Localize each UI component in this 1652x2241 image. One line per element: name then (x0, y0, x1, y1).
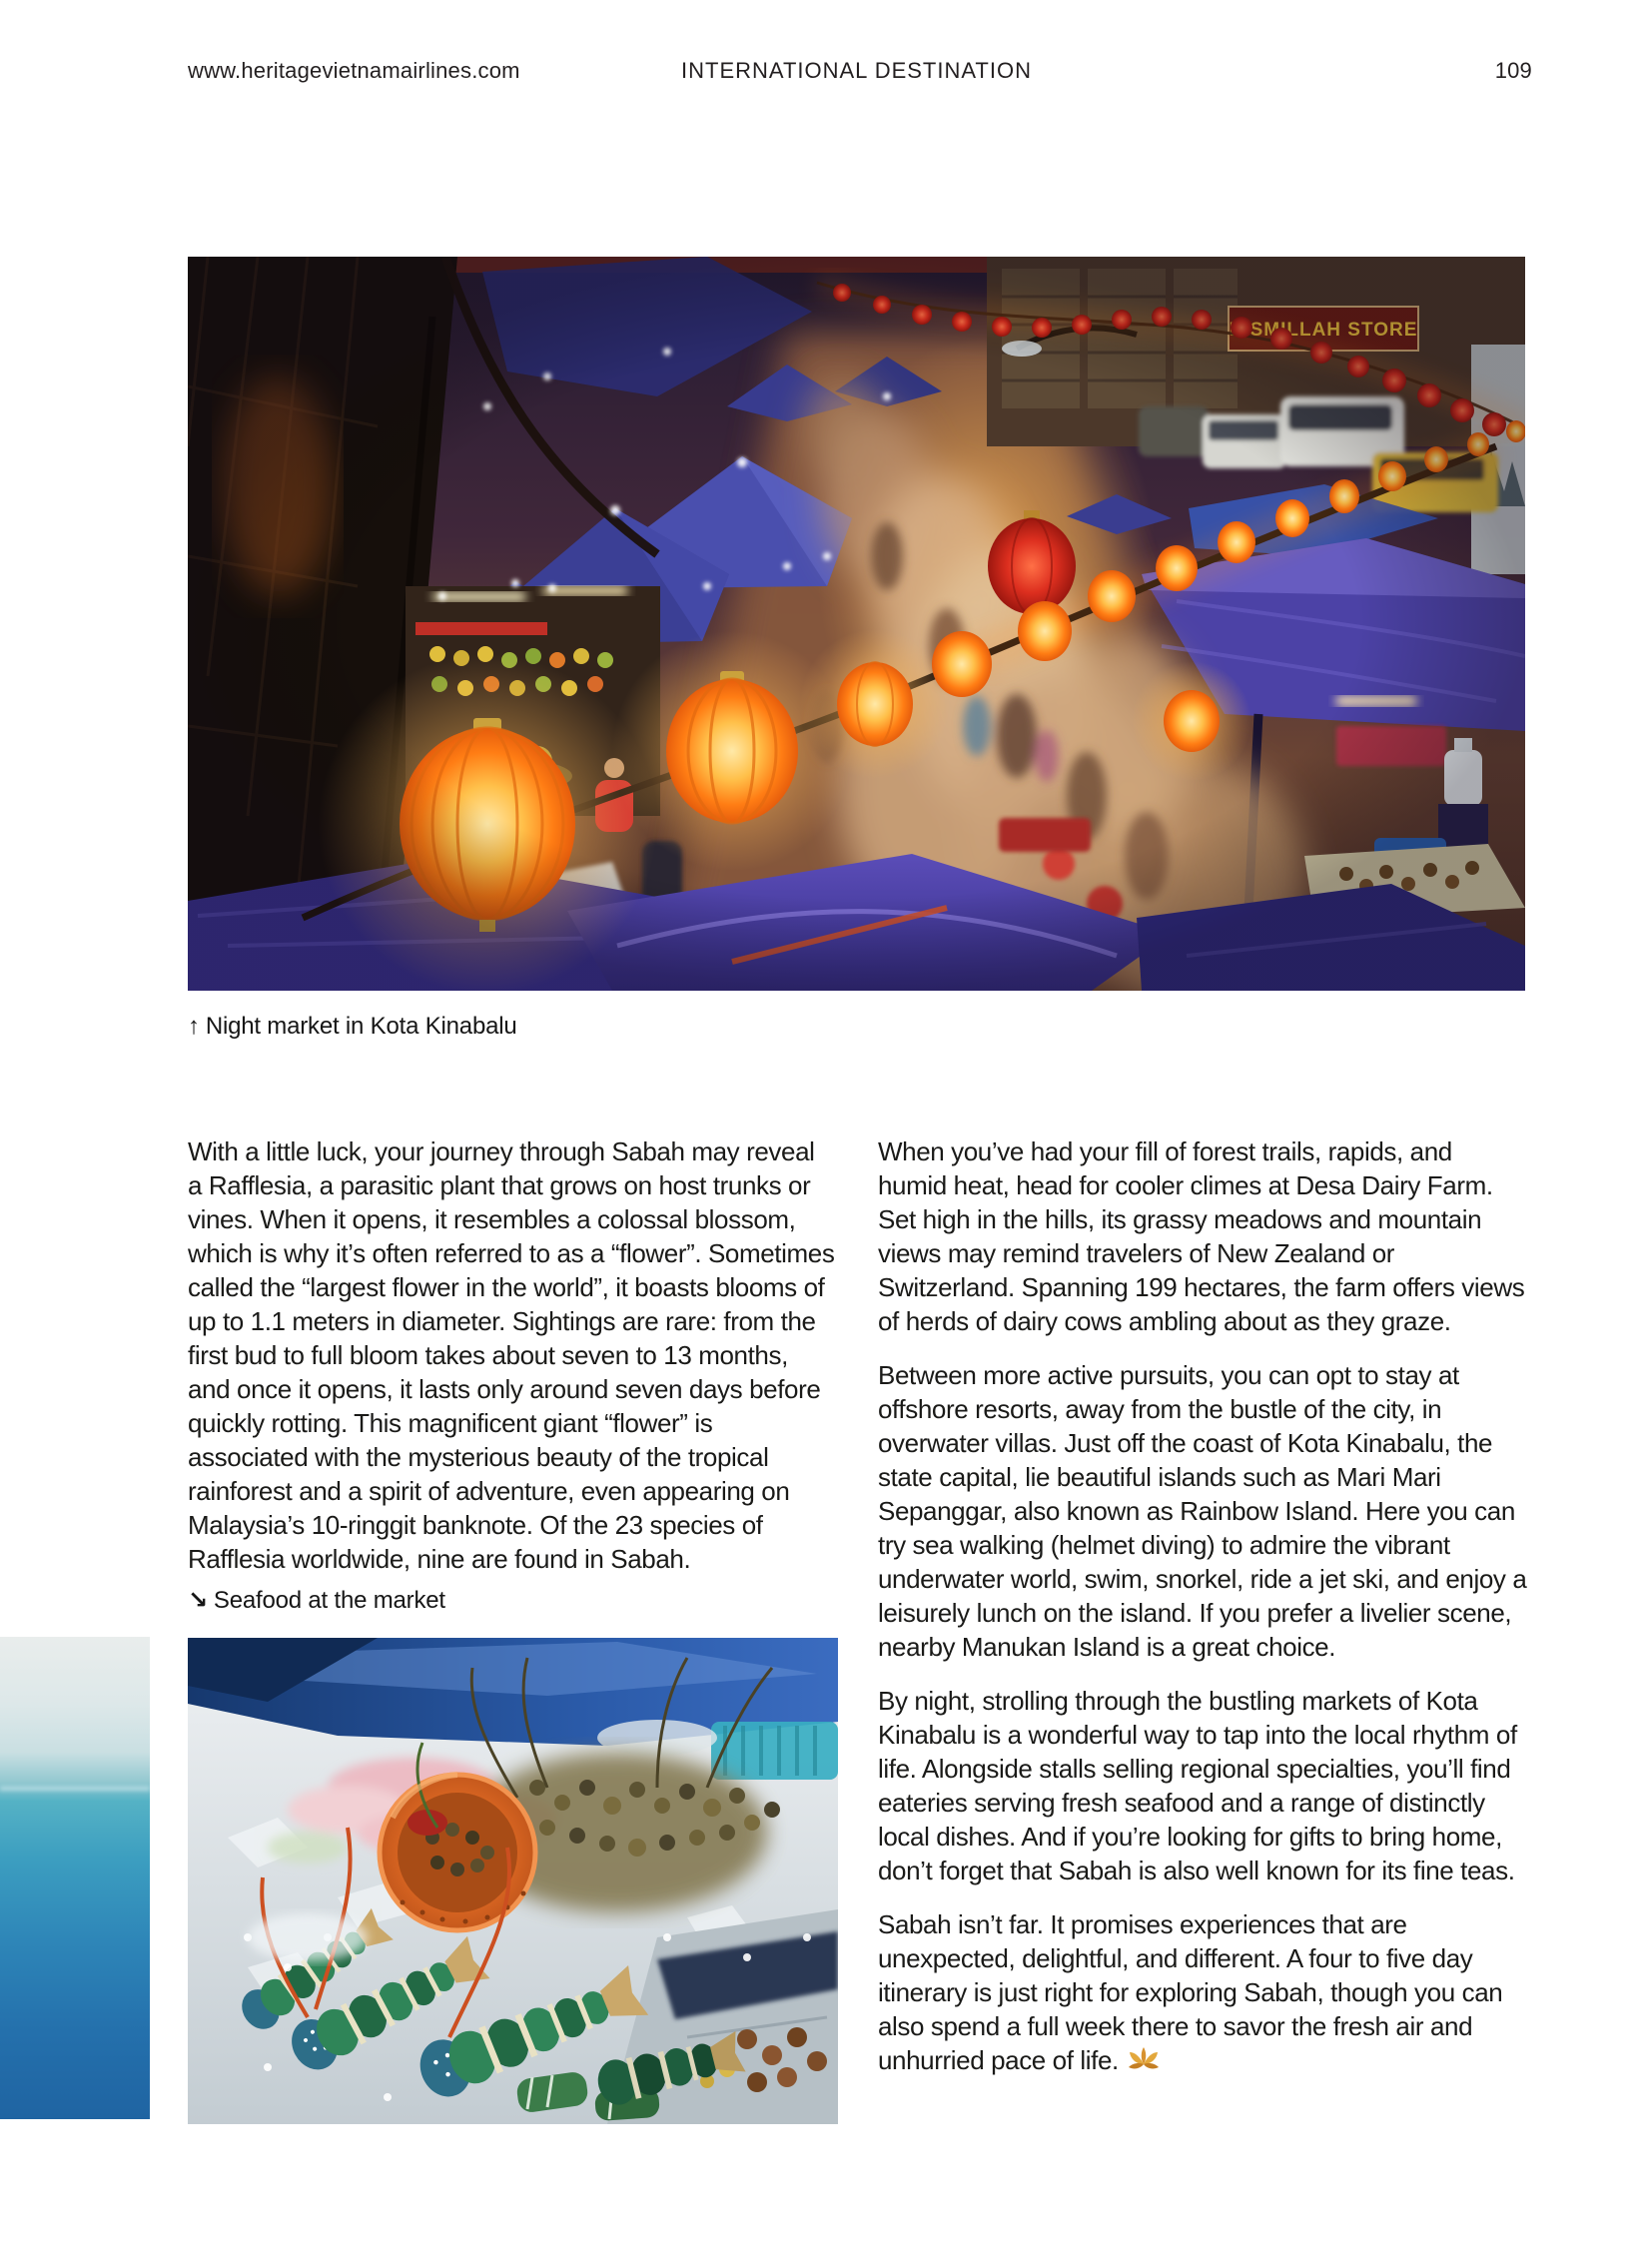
down-right-arrow-icon: ↘ (188, 1587, 208, 1614)
section-title: INTERNATIONAL DESTINATION (681, 58, 1032, 83)
photo-caption-seafood (188, 1586, 445, 1615)
photo-caption-night-market (188, 1013, 517, 1041)
paragraph: Sabah isn’t far. It promises experiences that are unexpected, delightful, and different. A four to five day itinerary is just right for exploring Sabah, though you can also spend a full week there to savor the fresh air and unhurried pace of life. (878, 1907, 1527, 2080)
article-column-left (188, 1134, 835, 1596)
article-column-right (878, 1134, 1527, 2100)
lotus-icon (1127, 2046, 1161, 2080)
seafood-photo (188, 1638, 838, 2124)
paragraph: Between more active pursuits, you can opt to stay at offshore resorts, away from the bustle of the city, in overwater villas. Just off the coast of Kota Kinabalu, the state capital, lie beautiful islands such as Mari Mari Sepanggar, also known as Rainbow Island. Here you can try sea walking (helmet diving) to admire the vibrant underwater world, swim, snorkel, ride a jet ski, and enjoy a leisurely lunch on the island. If you prefer a livelier scene, nearby Manukan Island is a great choice. (878, 1360, 1527, 1662)
night-market-photo (188, 257, 1525, 991)
ocean-photo (0, 1637, 150, 2119)
photo-caption-text: Night market in Kota Kinabalu (205, 1013, 517, 1040)
photo-caption-text: Seafood at the market (213, 1587, 445, 1614)
page-number: 109 (1494, 58, 1532, 83)
up-arrow-icon: ↑ (188, 1013, 200, 1040)
website-url: www.heritagevietnamairlines.com (188, 58, 520, 83)
paragraph: By night, strolling through the bustling markets of Kota Kinabalu is a wonderful way to tap into the local rhythm of life. Alongside stalls selling regional specialties, you’ll find eateries serving fresh seafood and a range of distinctly local dishes. And if you’re looking for gifts to bring home, don’t forget that Sabah is also well known for its fine teas. (878, 1686, 1517, 1885)
paragraph: When you’ve had your fill of forest trails, rapids, and humid heat, head for cooler climes at Desa Dairy Farm. Set high in the hills, its grassy meadows and mountain views may remind travelers of New Zealand or Switzerland. Spanning 199 hectares, the farm offers views of herds of dairy cows ambling about as they graze. (878, 1136, 1525, 1336)
paragraph: With a little luck, your journey through Sabah may reveal a Rafflesia, a parasitic plant that grows on host trunks or vines. When it opens, it resembles a colossal blossom, which is why it’s often referred to as a “flower”. Sometimes called the “largest flower in the world”, it boasts blooms of up to 1.1 meters in diameter. Sightings are rare: from the first bud to full bloom takes about seven to 13 months, and once it opens, it lasts only around seven days before quickly rotting. This magnificent giant “flower” is associated with the mysterious beauty of the tropical rainforest and a spirit of adventure, even appearing on Malaysia’s 10-ringgit banknote. Of the 23 species of Rafflesia worldwide, nine are found in Sabah. (188, 1136, 835, 1574)
